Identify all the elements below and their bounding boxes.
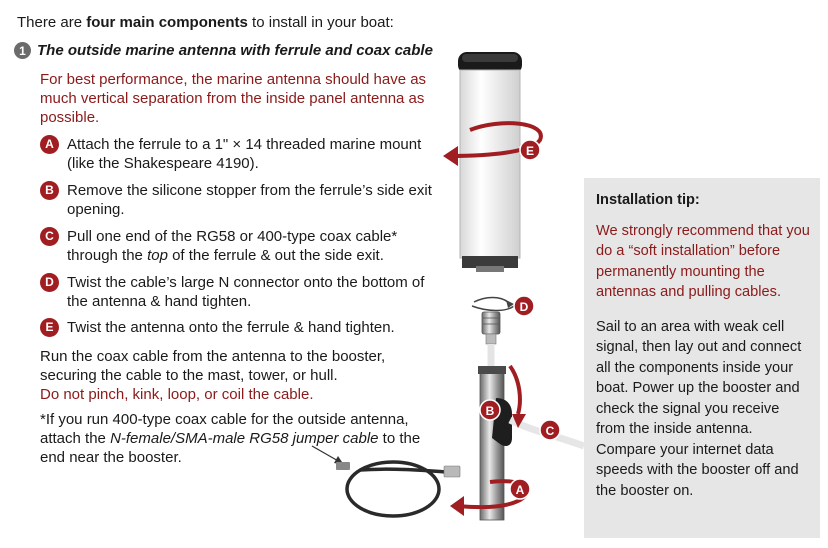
footnote: *If you run 400-type coax cable for the outside antenna, attach the N-female/SMA-male RG58 jumper cable to the end near the booster. [40, 411, 421, 466]
step-letter-b: B [40, 181, 59, 200]
section-number-badge: 1 [14, 42, 31, 59]
intro-text: There are four main components to install in your boat: [17, 14, 394, 31]
diagram-label-b-text: B [485, 404, 495, 418]
step-e-text: Twist the antenna onto the ferrule & hand tighten. [67, 319, 395, 336]
tip-body: Sail to an area with weak cell signal, then lay out and connect all the components inside your boat. Power up the booster and check the signal you receive from the inside antenna. Compare your internet data speeds with the booster off and the booster on. [596, 318, 802, 499]
warning-text: Do not pinch, kink, loop, or coil the cable. [40, 386, 314, 403]
step-d-text: Twist the cable’s large N connector onto the bottom of the antenna & hand tighten. [67, 274, 425, 310]
diagram-label-a-text: A [515, 483, 525, 497]
ferrule-tube [480, 370, 504, 520]
step-letter-d: D [40, 273, 59, 292]
step-c-text: Pull one end of the RG58 or 400-type coax cable* through the top of the ferrule & out the side exit. [67, 228, 398, 264]
step-letter-a: A [40, 135, 59, 154]
diagram-label-e-text: E [525, 144, 535, 158]
n-connector [482, 312, 500, 344]
run-note: Run the coax cable from the antenna to the booster, securing the cable to the mast, tower, or hull. [40, 348, 386, 384]
cable-path-arrow [510, 366, 520, 414]
tip-title: Installation tip: [596, 192, 700, 208]
jumper-cable [312, 446, 460, 516]
installation-tip-box [584, 178, 820, 538]
tip-recommendation: We strongly recommend that you do a “soft installation” before permanently mounting the antennas and pulling cables. [596, 222, 810, 300]
diagram-label-d-text: D [519, 300, 529, 314]
section-title-text: The outside marine antenna with ferrule and coax cable [37, 42, 433, 59]
antenna-body [460, 70, 520, 258]
rotation-arrow-d [472, 298, 514, 311]
step-a-text: Attach the ferrule to a 1" × 14 threaded marine mount (like the Shakespeare 4190). [67, 136, 422, 172]
step-letter-e: E [40, 318, 59, 337]
diagram-label-c-text: C [545, 424, 555, 438]
step-letter-c: C [40, 227, 59, 246]
step-b-text: Remove the silicone stopper from the ferrule’s side exit opening. [67, 182, 432, 218]
performance-note: For best performance, the marine antenna should have as much vertical separation from the inside panel antenna as possible. [40, 71, 427, 126]
